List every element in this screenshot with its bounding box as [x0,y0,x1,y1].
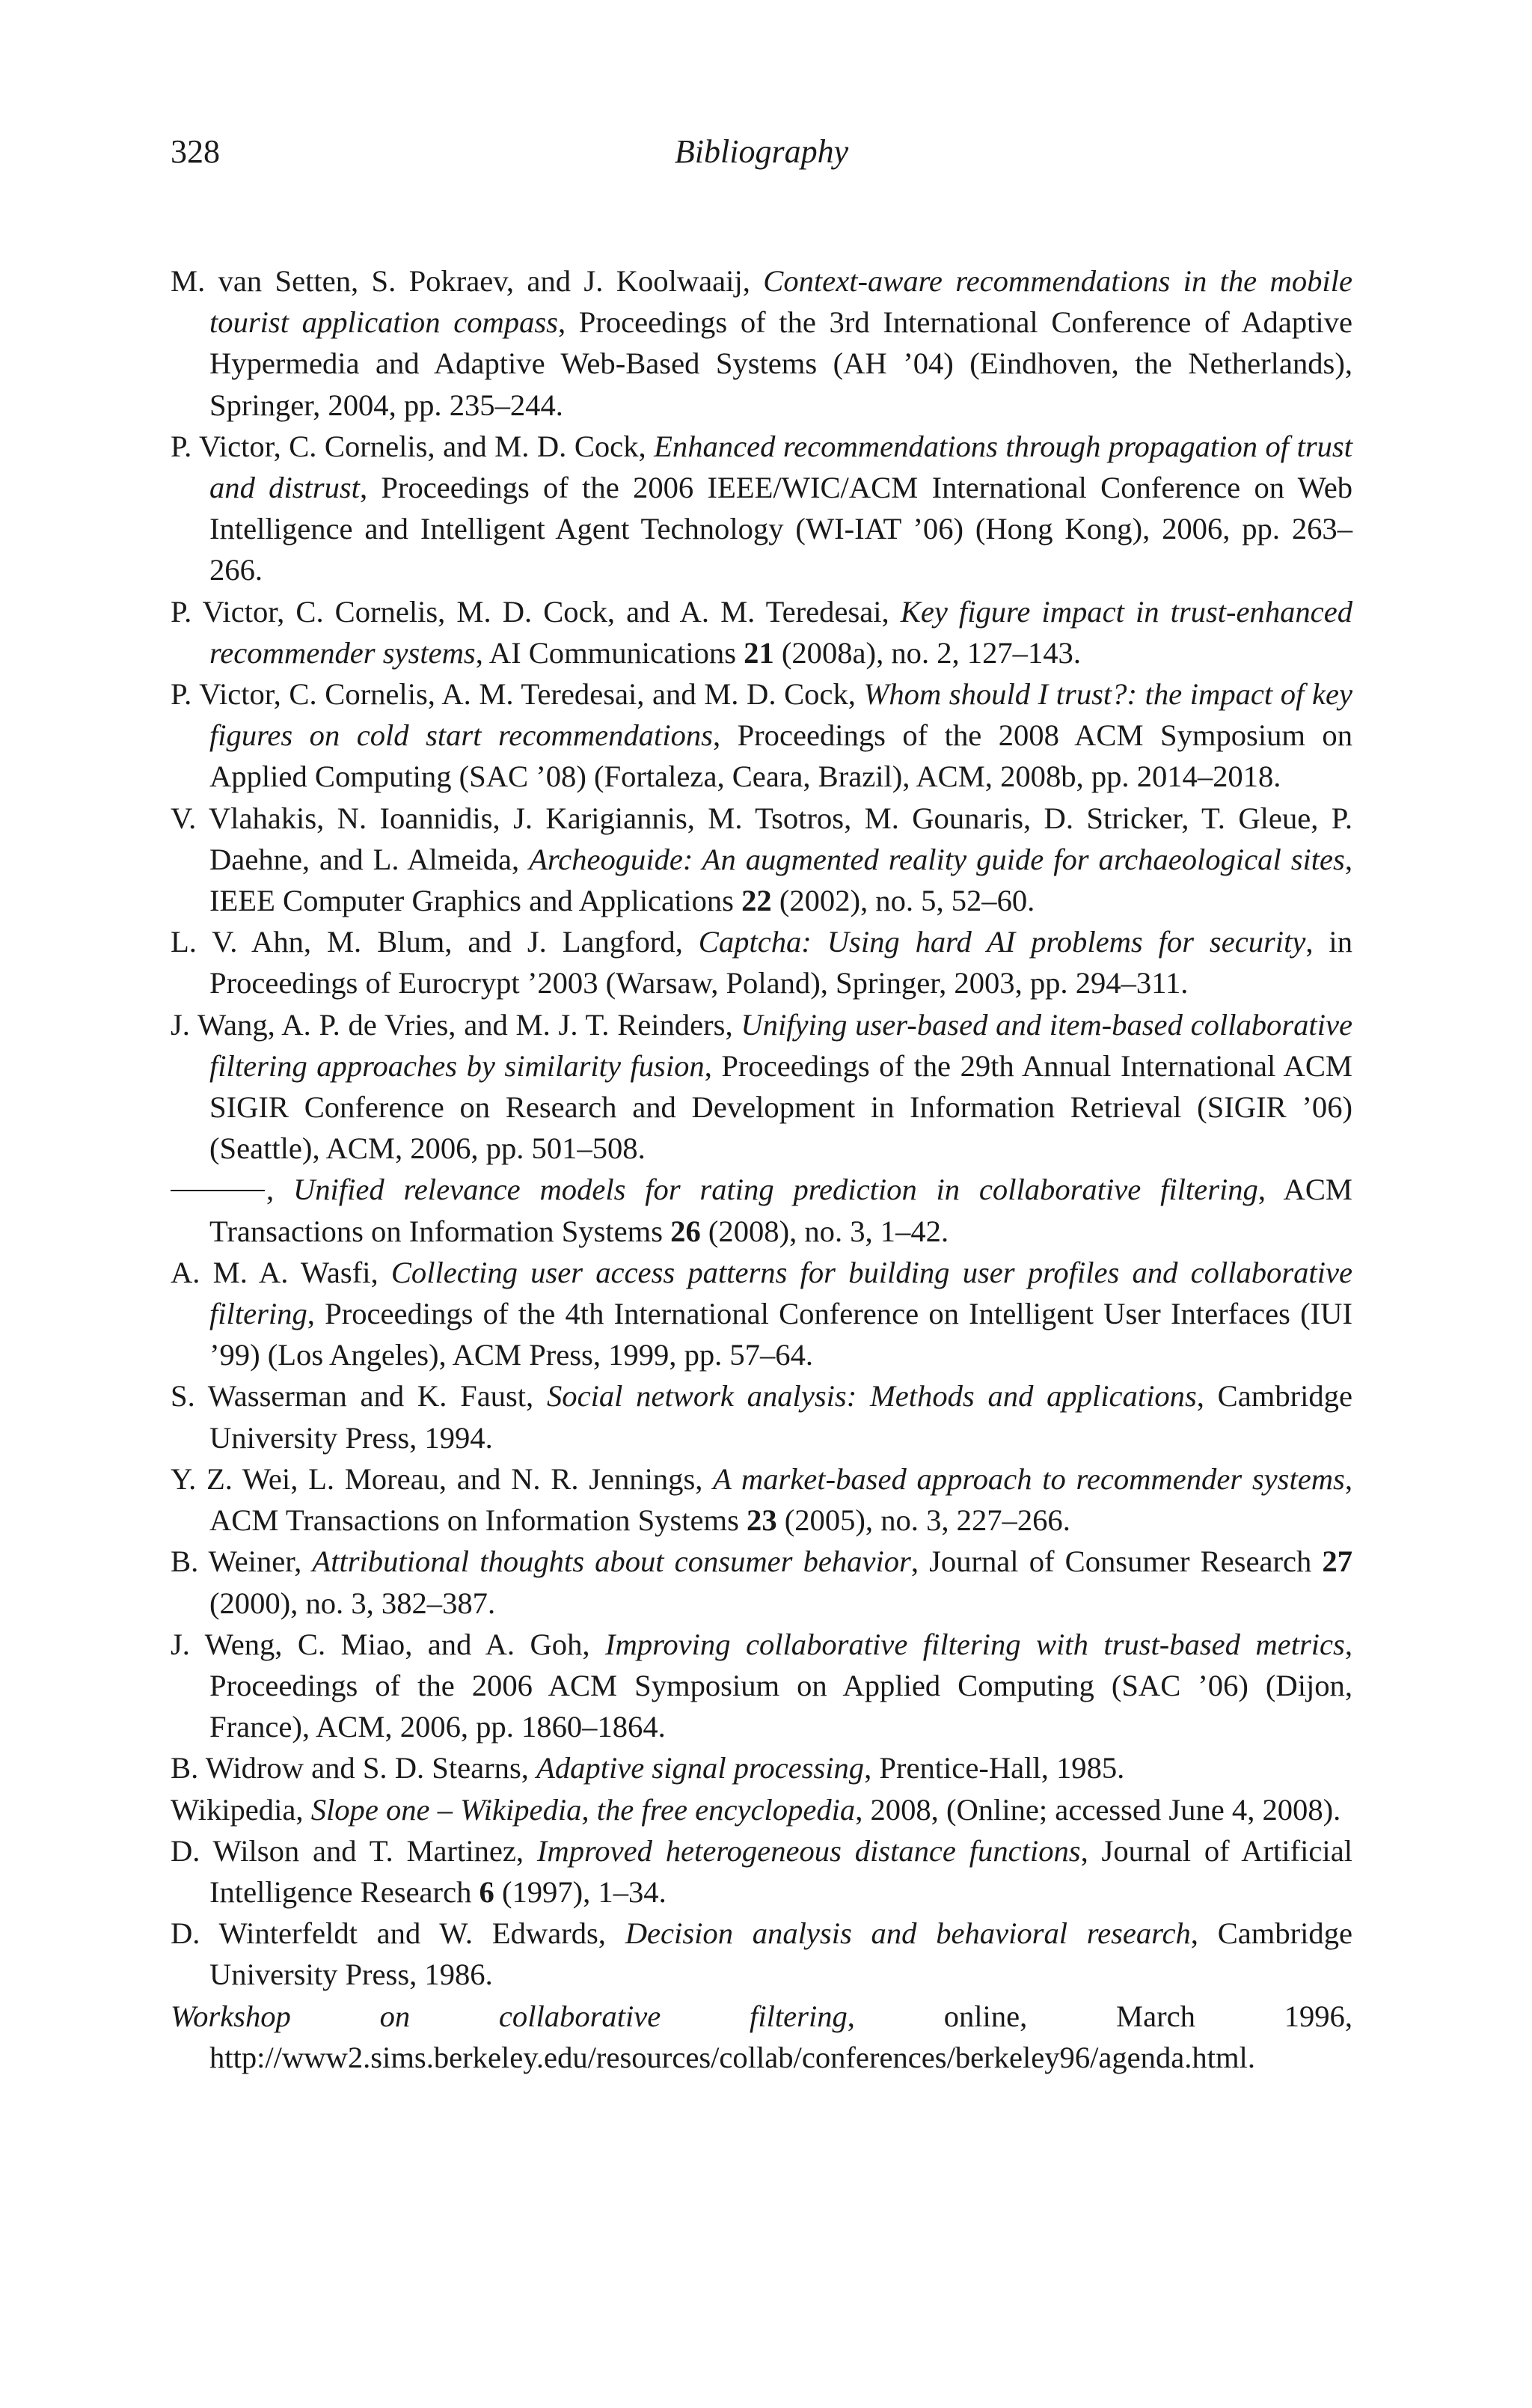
bib-details: , Cambridge University Press, 1986. [209,1916,1352,1992]
page-header [171,126,1352,178]
bib-title: Unifying user-based and item-based collaborative filtering approaches by similarity fusion [209,1007,1352,1083]
bib-entry [171,1624,1352,1748]
bib-title: Workshop on collaborative filtering [171,1999,848,2033]
bib-entry [171,1913,1352,1995]
bib-authors: P. Victor, C. Cornelis, A. M. Teredesai, and M. D. Cock, [171,677,864,712]
repeat-author-dash [171,1190,265,1191]
bib-title: Key figure impact in trust-enhanced recommender systems [209,594,1352,670]
bib-details: , AI Communications [475,635,744,670]
bib-authors: J. Weng, C. Miao, and A. Goh, [171,1627,605,1661]
bib-volume: 23 [747,1503,777,1538]
bib-title: Enhanced recommendations through propagation of trust and distrust [209,429,1352,505]
bib-details: , Proceedings of the 4th International Conference on Intelligent User Interfaces (IUI ’99) (Los Angeles), ACM Press, 1999, pp. 57–64. [209,1297,1352,1372]
bib-issue: (1997), 1–34. [494,1874,667,1909]
bib-title: Attributional thoughts about consumer behavior [312,1544,911,1579]
bib-authors: S. Wasserman and K. Faust, [171,1379,547,1414]
bib-details: , Proceedings of the 29th Annual International ACM SIGIR Conference on Research and Development in Information Retrieval (SIGIR ’06) (Seattle), ACM, 2006, pp. 501–508. [209,1048,1352,1166]
bib-details: , 2008, (Online; accessed June 4, 2008). [855,1792,1341,1827]
bib-issue: (2008a), no. 2, 127–143. [773,635,1081,670]
bib-entry [171,591,1352,673]
bib-issue: (2005), no. 3, 227–266. [776,1503,1070,1538]
bib-volume: 21 [744,635,774,670]
bib-entry [171,1747,1352,1788]
page-number: 328 [171,133,220,170]
running-title: Bibliography [674,133,849,170]
bib-authors: V. Vlahakis, N. Ioannidis, J. Karigiannis, M. Tsotros, M. Gounaris, D. Stricker, T. Gleue, P. Daehne, and L. Almeida, [171,801,1352,876]
bib-details: , in Proceedings of Eurocrypt ’2003 (Warsaw, Poland), Springer, 2003, pp. 294–311. [209,925,1352,1000]
bib-authors: Wikipedia, [171,1792,311,1827]
bib-title: Decision analysis and behavioral research [625,1916,1191,1951]
bib-authors: P. Victor, C. Cornelis, M. D. Cock, and A. M. Teredesai, [171,594,901,629]
bib-authors: Y. Z. Wei, L. Moreau, and N. R. Jennings, [171,1461,714,1496]
bib-entry [171,1789,1352,1830]
bib-details: , online, March 1996, http://www2.sims.berkeley.edu/resources/collab/conferences/berkeley96/agenda.html. [209,1999,1352,2074]
bib-issue: (2002), no. 5, 52–60. [771,884,1035,918]
bib-entry [171,1004,1352,1170]
bib-entry [171,260,1352,426]
bib-details: , Proceedings of the 3rd International Conference of Adaptive Hypermedia and Adaptive Web-Based Systems (AH ’04) (Eindhoven, the Netherlands), Springer, 2004, pp. 235–244. [209,305,1352,422]
bib-entry [171,673,1352,798]
bib-entry [171,1458,1352,1541]
bib-title: Unified relevance models for rating prediction in collaborative filtering [292,1173,1258,1207]
bib-volume: 26 [670,1214,701,1248]
bib-details: , Prentice-Hall, 1985. [864,1751,1125,1785]
bib-authors: D. Winterfeldt and W. Edwards, [171,1916,625,1951]
bib-entry [171,1830,1352,1913]
bib-details: , Cambridge University Press, 1994. [209,1379,1352,1455]
bib-details: , ACM Transactions on Information Systems [209,1173,1353,1248]
bib-title: Whom should I trust?: the impact of key figures on cold start recommendations [209,677,1352,753]
bib-title: Captcha: Using hard AI problems for security [698,925,1306,959]
bib-authors: B. Weiner, [171,1544,313,1579]
bib-authors: M. van Setten, S. Pokraev, and J. Koolwaaij, [171,264,764,298]
bib-details: , Journal of Consumer Research [910,1544,1323,1579]
bib-entry [171,1169,1352,1251]
bib-title: Collecting user access patterns for building user profiles and collaborative filtering [209,1255,1352,1331]
bib-entry [171,1252,1352,1376]
bib-title: Adaptive signal processing [536,1751,865,1785]
bib-issue: (2008), no. 3, 1–42. [700,1214,949,1248]
bib-details: , Proceedings of the 2008 ACM Symposium on Applied Computing (SAC ’08) (Fortaleza, Ceara, Brazil), ACM, 2008b, pp. 2014–2018. [209,718,1352,794]
bib-entry [171,921,1352,1003]
bib-authors: B. Widrow and S. D. Stearns, [171,1751,537,1785]
bib-entry [171,798,1352,922]
bib-volume: 27 [1322,1544,1352,1579]
bib-details: , ACM Transactions on Information Systems [209,1461,1352,1538]
bib-title: Improving collaborative filtering with trust-based metrics [604,1627,1345,1661]
bib-entry [171,1375,1352,1458]
bib-title: Slope one – Wikipedia, the free encyclopedia [310,1792,856,1827]
bib-details: , Proceedings of the 2006 IEEE/WIC/ACM International Conference on Web Intelligence and Intelligent Agent Technology (WI-IAT ’06) (Hong Kong), 2006, pp. 263–266. [209,471,1352,587]
bib-authors: D. Wilson and T. Martinez, [171,1833,537,1868]
bib-volume: 22 [741,884,772,918]
bib-details: , Journal of Artificial Intelligence Research [209,1833,1352,1909]
bib-authors: J. Wang, A. P. de Vries, and M. J. T. Reinders, [171,1007,741,1042]
bib-title: Social network analysis: Methods and applications [546,1379,1197,1414]
bib-entry [171,1996,1352,2078]
bib-title: Context-aware recommendations in the mobile tourist application compass [209,264,1352,340]
bib-authors: , [266,1173,293,1207]
bib-authors: A. M. A. Wasfi, [171,1255,391,1289]
bib-title: A market-based approach to recommender systems [713,1461,1345,1496]
bib-volume: 6 [479,1874,494,1909]
bib-authors: P. Victor, C. Cornelis, and M. D. Cock, [171,429,655,463]
bib-entry [171,426,1352,591]
bibliography-list [171,260,1352,2078]
bib-issue: (2000), no. 3, 382–387. [209,1586,496,1620]
bib-authors: L. V. Ahn, M. Blum, and J. Langford, [171,925,699,959]
bib-details: , Proceedings of the 2006 ACM Symposium on Applied Computing (SAC ’06) (Dijon, France), ACM, 2006, pp. 1860–1864. [209,1627,1352,1744]
bib-title: Archeoguide: An augmented reality guide for archaeological sites [529,842,1345,876]
bib-title: Improved heterogeneous distance functions [536,1833,1081,1868]
bib-entry [171,1541,1352,1623]
bib-details: , IEEE Computer Graphics and Applications [209,842,1352,918]
